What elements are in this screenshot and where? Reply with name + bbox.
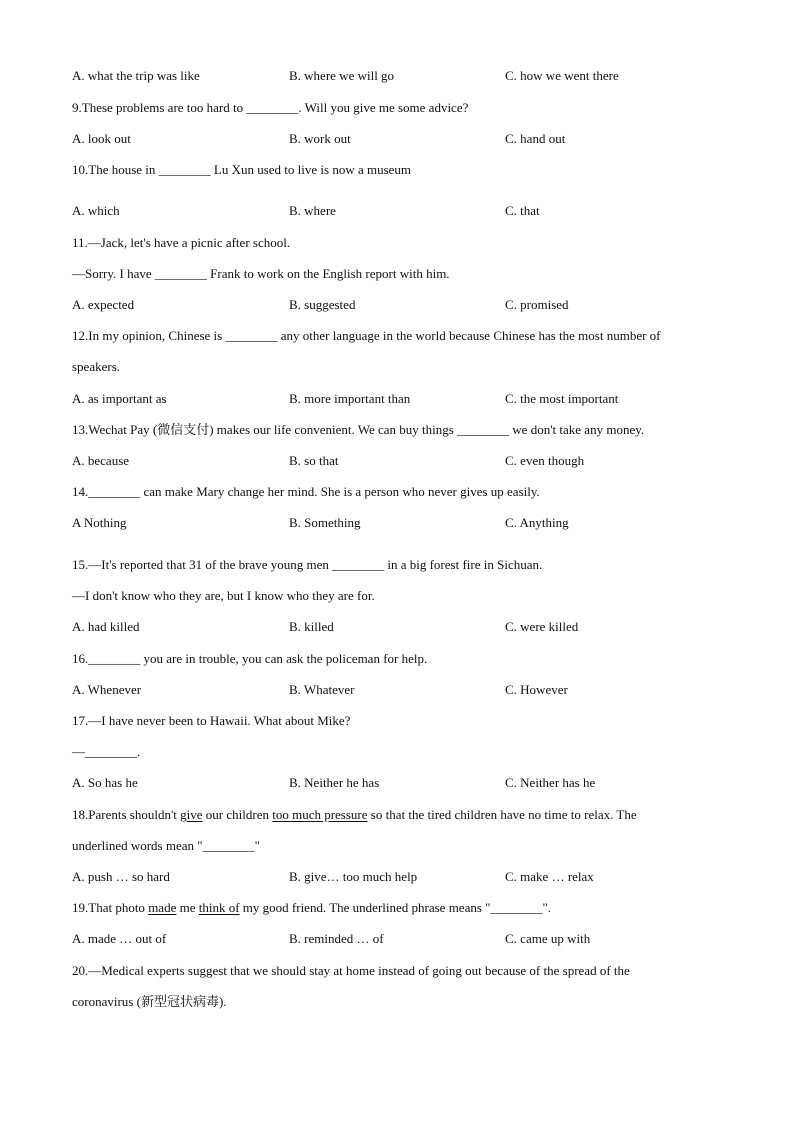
answer-option-a: A. made … out of [72,931,167,946]
question-19 [72,900,551,916]
text-segment: so that the tired children have no time to relax. The [367,807,637,822]
text-segment: —________. [72,744,141,759]
answer-option-c: C. hand out [505,131,566,146]
question-11 [72,235,290,251]
answer-option-a: A. had killed [72,619,140,634]
answer-option-a: A. Whenever [72,682,142,697]
question-12-cont [72,359,120,375]
answer-option-c: C. how we went there [505,68,619,83]
answer-option-a: A. expected [72,297,135,312]
question-18 [72,807,637,823]
question-15-reply [72,588,375,604]
question-20 [72,963,630,979]
text-segment: me [176,900,199,915]
text-segment: my good friend. The underlined phrase means "________". [239,900,552,915]
answer-option-b: B. Whatever [289,682,355,697]
text-segment: 11.—Jack, let's have a picnic after school. [72,235,291,250]
text-segment: 12.In my opinion, Chinese is ________ any other language in the world because Chinese has the most number of [72,328,661,343]
question-9 [72,100,468,116]
answer-option-b: B. reminded … of [289,931,384,946]
text-segment: 20.—Medical experts suggest that we should stay at home instead of going out because of the spread of the [72,963,630,978]
answer-option-c: C. Neither has he [505,775,596,790]
underlined-phrase: too much pressure [272,807,368,822]
answer-option-c: C. promised [505,297,569,312]
answer-option-b: B. killed [289,619,334,634]
answer-option-c: C. Anything [505,515,569,530]
text-segment: speakers. [72,359,121,374]
text-segment: —I don't know who they are, but I know who they are for. [72,588,375,603]
answer-option-a: A Nothing [72,515,127,530]
answer-option-b: B. Something [289,515,361,530]
text-segment: 14.________ can make Mary change her mind. She is a person who never gives up easily. [72,484,540,499]
text-segment: underlined words mean "________" [72,838,260,853]
answer-option-b: B. Neither he has [289,775,380,790]
answer-option-c: C. However [505,682,568,697]
answer-option-a: A. which [72,203,120,218]
answer-option-b: B. give… too much help [289,869,418,884]
question-18-cont [72,838,260,854]
text-segment: 19.That photo [72,900,149,915]
answer-option-a: A. as important as [72,391,167,406]
answer-option-a: A. what the trip was like [72,68,200,83]
answer-option-a: A. push … so hard [72,869,170,884]
underlined-phrase: think of [198,900,240,915]
answer-option-c: C. make … relax [505,869,594,884]
underlined-phrase: made [148,900,177,915]
text-segment: 16.________ you are in trouble, you can ask the policeman for help. [72,651,428,666]
text-segment: —Sorry. I have ________ Frank to work on the English report with him. [72,266,450,281]
question-11-reply [72,266,450,282]
answer-option-a: A. look out [72,131,131,146]
underlined-phrase: give [180,807,203,822]
text-segment: 17.—I have never been to Hawaii. What about Mike? [72,713,351,728]
question-17 [72,713,350,729]
question-10 [72,162,411,178]
question-14 [72,484,540,500]
answer-option-a: A. So has he [72,775,138,790]
answer-option-c: C. the most important [505,391,619,406]
question-15 [72,557,542,573]
answer-option-c: C. that [505,203,540,218]
answer-option-c: C. came up with [505,931,591,946]
answer-option-c: C. even though [505,453,585,468]
question-12 [72,328,661,344]
answer-option-a: A. because [72,453,130,468]
answer-option-b: B. work out [289,131,351,146]
answer-option-b: B. where [289,203,336,218]
question-20-cont [72,994,227,1010]
text-segment: coronavirus (新型冠状病毒). [72,994,227,1009]
answer-option-b: B. suggested [289,297,356,312]
text-segment: our children [202,807,273,822]
text-segment: 18.Parents shouldn't [72,807,181,822]
answer-option-b: B. so that [289,453,339,468]
answer-option-b: B. where we will go [289,68,395,83]
text-segment: 10.The house in ________ Lu Xun used to live is now a museum [72,162,412,177]
text-segment: 15.—It's reported that 31 of the brave young men ________ in a big forest fire in Sichuan. [72,557,543,572]
answer-option-b: B. more important than [289,391,411,406]
text-segment: 13.Wechat Pay (微信支付) makes our life convenient. We can buy things ________ we don't take any money. [72,422,645,437]
question-17-reply [72,744,140,760]
text-segment: 9.These problems are too hard to ________. Will you give me some advice? [72,100,469,115]
question-16 [72,651,427,667]
answer-option-c: C. were killed [505,619,579,634]
question-13 [72,422,644,438]
